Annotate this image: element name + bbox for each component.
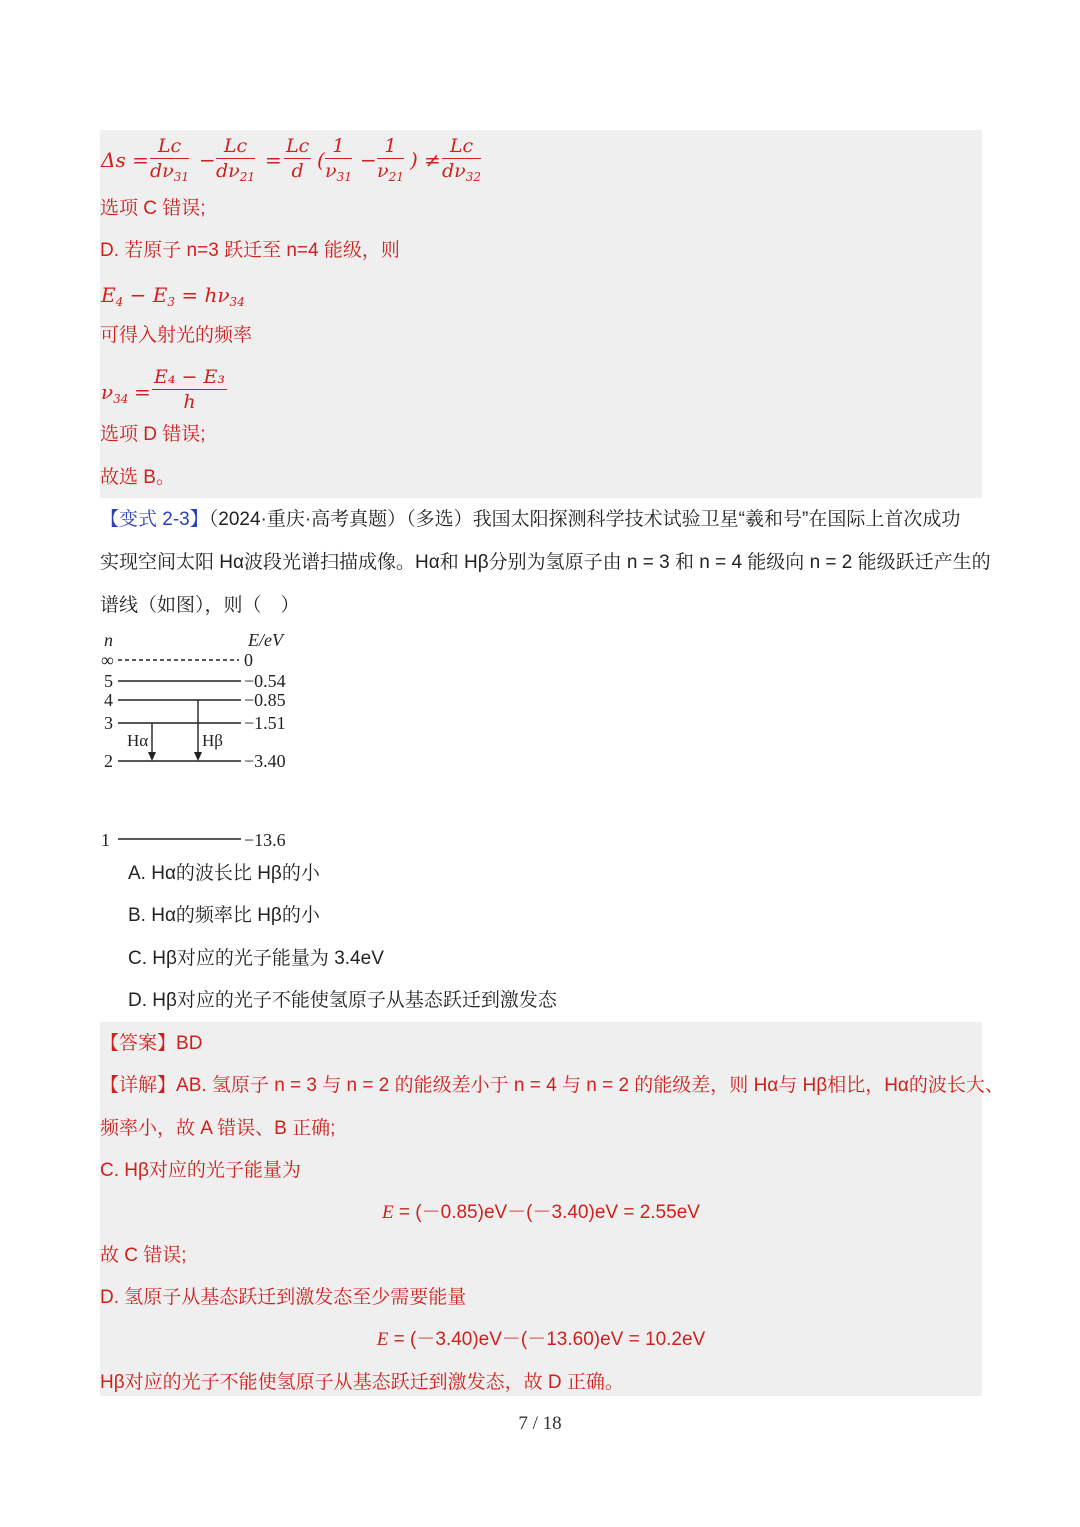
fraction-4: $\frac{1}{\nu_{31}}$ [325, 135, 352, 184]
detail-equation-1: E = (－0.85)eV－(－3.40)eV = 2.55eV [382, 1202, 700, 1223]
h-beta-arrow-icon [194, 752, 202, 761]
frequency-text: 可得入射光的频率 [100, 325, 253, 346]
detail-line-6: Hβ对应的光子不能使氢原子从基态跃迁到激发态，故 D 正确。 [100, 1372, 624, 1393]
choose-b-text: 故选 B。 [100, 467, 175, 488]
detail-line-3: C. Hβ对应的光子能量为 [100, 1160, 301, 1181]
fraction-5: $\frac{1}{\nu_{21}}$ [377, 135, 404, 184]
open-paren: ( [317, 148, 325, 172]
equals-sign: = [265, 148, 282, 172]
question-line-2: 实现空间太阳 Hα波段光谱扫描成像。Hα和 Hβ分别为氢原子由 n = 3 和 n = 4 能级向 n = 2 能级跃迁产生的 [100, 552, 991, 573]
h-alpha-label: Hα [127, 731, 149, 750]
option-c: C. Hβ对应的光子能量为 3.4eV [128, 948, 384, 969]
minus-sign: − [199, 148, 216, 172]
detail-line-4: 故 C 错误; [100, 1245, 187, 1266]
energy-value-inf: 0 [244, 650, 253, 670]
energy-value-1: −13.6 [244, 830, 286, 850]
not-equal-sign: ) ≠ [410, 148, 441, 172]
level-label-5: 5 [104, 671, 113, 691]
option-a: A. Hα的波长比 Hβ的小 [128, 863, 320, 884]
energy-axis-label: E/eV [248, 630, 283, 650]
energy-level-diagram [96, 628, 316, 854]
level-label-4: 4 [104, 690, 113, 710]
detail-line-2: 频率小，故 A 错误、B 正确; [100, 1118, 336, 1139]
d-intro-text: D. 若原子 n=3 跃迁至 n=4 能级，则 [100, 240, 400, 261]
h-alpha-arrow-icon [148, 752, 156, 761]
level-label-1: 1 [101, 830, 110, 850]
fraction-6: $\frac{Lc}{d\nu_{32}}$ [442, 135, 481, 184]
variant-tag: 【变式 2-3】 [100, 509, 209, 530]
level-label-inf: ∞ [101, 650, 114, 670]
energy-value-2: −3.40 [244, 751, 286, 771]
d-wrong-text: 选项 D 错误; [100, 424, 206, 445]
detail-tag: 【详解】 [100, 1075, 177, 1096]
formula-lhs: Δs = [101, 148, 149, 172]
detail-line-1: 【详解】AB. 氢原子 n = 3 与 n = 2 的能级差小于 n = 4 与 n = 2 的能级差，则 Hα与 Hβ相比，Hα的波长大、 [100, 1075, 1004, 1096]
level-label-3: 3 [104, 713, 113, 733]
detail-line-5: D. 氢原子从基态跃迁到激发态至少需要能量 [100, 1287, 467, 1308]
fraction-1: $\frac{Lc}{d\nu_{31}}$ [150, 135, 189, 184]
answer-line [100, 1032, 202, 1056]
option-d: D. Hβ对应的光子不能使氢原子从基态跃迁到激发态 [128, 990, 557, 1011]
question-line-1: 【变式 2-3】（2024·重庆·高考真题）（多选）我国太阳探测科学技术试验卫星“羲和号”在国际上首次成功 [100, 509, 961, 530]
solution-shade-top [100, 130, 982, 498]
detail-equation-2: E = (－3.40)eV－(－13.60)eV = 10.2eV [376, 1329, 706, 1350]
question-line-3: 谱线（如图），则（ ） [100, 595, 300, 616]
page-number: 7 / 18 [518, 1413, 562, 1434]
n-axis-label: n [104, 630, 113, 650]
h-beta-label: Hβ [202, 731, 223, 750]
energy-equation: $E_4 - E_3 = h\nu_{34}$ [101, 283, 245, 309]
c-wrong-text: 选项 C 错误; [100, 198, 206, 219]
option-b: B. Hα的频率比 Hβ的小 [128, 905, 320, 926]
fraction-2: $\frac{Lc}{d\nu_{21}}$ [216, 135, 255, 184]
answer-tag: 【答案】 [100, 1033, 177, 1054]
energy-value-4: −0.85 [244, 690, 286, 710]
fraction-3: $\frac{Lc}{d}$ [286, 135, 310, 182]
minus-sign-2: − [360, 148, 377, 172]
level-label-2: 2 [104, 751, 113, 771]
answer-value: BD [176, 1033, 203, 1054]
energy-value-5: −0.54 [244, 671, 286, 691]
energy-value-3: −1.51 [244, 713, 286, 733]
